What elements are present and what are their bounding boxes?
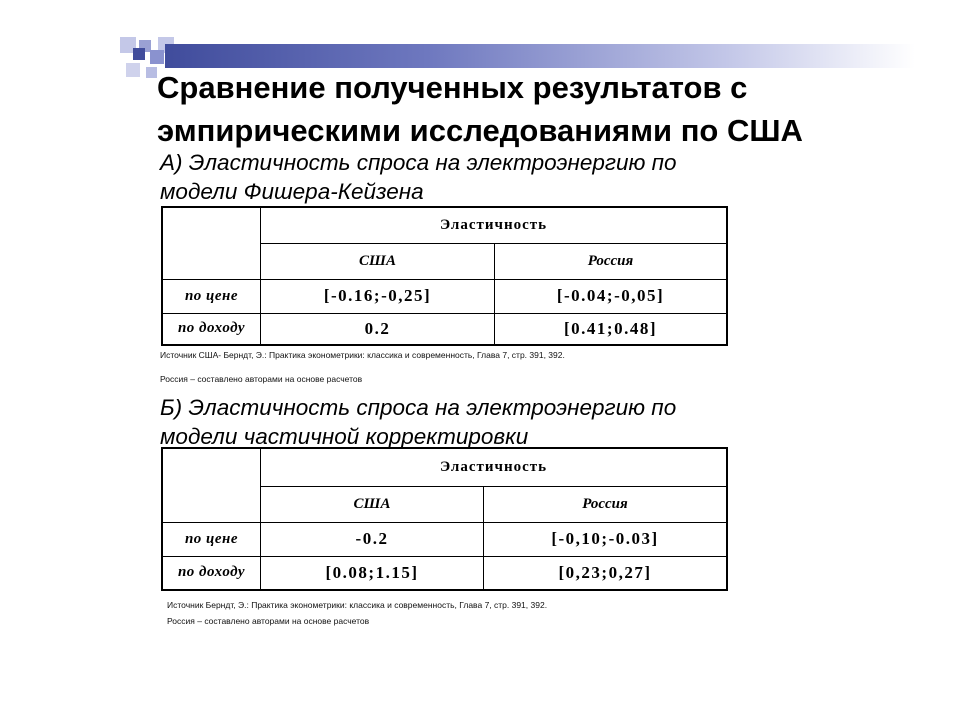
table-a-row-price-label: по цене <box>162 279 261 313</box>
table-b-row-price-label: по цене <box>162 522 261 556</box>
table-b-row-income-label: по доходу <box>162 556 261 590</box>
subtitle-a <box>160 148 800 206</box>
corner-square-mid-2 <box>150 50 164 64</box>
table-b-income-usa: [0.08;1.15] <box>261 556 484 590</box>
table-a-corner-cell <box>162 207 261 279</box>
subtitle-b-line-1: Б) Эластичность спроса на электроэнергию по <box>160 395 677 420</box>
table-a-income-usa: 0.2 <box>261 313 495 345</box>
table-b-income-russia: [0,23;0,27] <box>484 556 728 590</box>
subtitle-a-line-1: А) Эластичность спроса на электроэнергию по <box>160 150 677 175</box>
table-b-corner-cell <box>162 448 261 522</box>
table-b-col-usa: США <box>261 486 484 522</box>
table-a-price-russia: [-0.04;-0,05] <box>495 279 728 313</box>
table-b-price-usa: -0.2 <box>261 522 484 556</box>
title-line-2: эмпирическими исследованиями по США <box>157 113 803 148</box>
source-b-line-2: Россия – составлено авторами на основе расчетов <box>167 616 370 626</box>
table-b-price-russia: [-0,10;-0.03] <box>484 522 728 556</box>
subtitle-a-line-2: модели Фишера-Кейзена <box>160 179 424 204</box>
source-a-line-1: Источник США- Берндт, Э.: Практика эконометрики: классика и современность, Глава 7, стр. 391, 392. <box>160 350 565 360</box>
subtitle-b <box>160 393 800 451</box>
source-a-line-2: Россия – составлено авторами на основе расчетов <box>160 374 363 384</box>
elasticity-table-b <box>161 447 728 591</box>
table-a-income-russia: [0.41;0.48] <box>495 313 728 345</box>
source-b-line-1: Источник Берндт, Э.: Практика эконометрики: классика и современность, Глава 7, стр. 391, 392. <box>167 600 548 610</box>
corner-square-light-3 <box>126 63 140 77</box>
table-a-col-usa: США <box>261 243 495 279</box>
table-a-col-russia: Россия <box>495 243 728 279</box>
corner-square-light-4 <box>146 67 157 78</box>
slide-title <box>157 66 917 152</box>
table-a-row-income-label: по доходу <box>162 313 261 345</box>
table-row <box>162 279 727 313</box>
table-row <box>162 556 727 590</box>
table-a-price-usa: [-0.16;-0,25] <box>261 279 495 313</box>
table-b-header: Эластичность <box>261 448 728 486</box>
table-b-col-russia: Россия <box>484 486 728 522</box>
elasticity-table-a <box>161 206 728 346</box>
subtitle-b-line-2: модели частичной корректировки <box>160 424 529 449</box>
table-row <box>162 313 727 345</box>
title-line-1: Сравнение полученных результатов с <box>157 70 748 105</box>
header-gradient-bar <box>165 44 915 68</box>
table-row <box>162 522 727 556</box>
table-a-header: Эластичность <box>261 207 728 243</box>
corner-square-dark <box>133 48 145 60</box>
